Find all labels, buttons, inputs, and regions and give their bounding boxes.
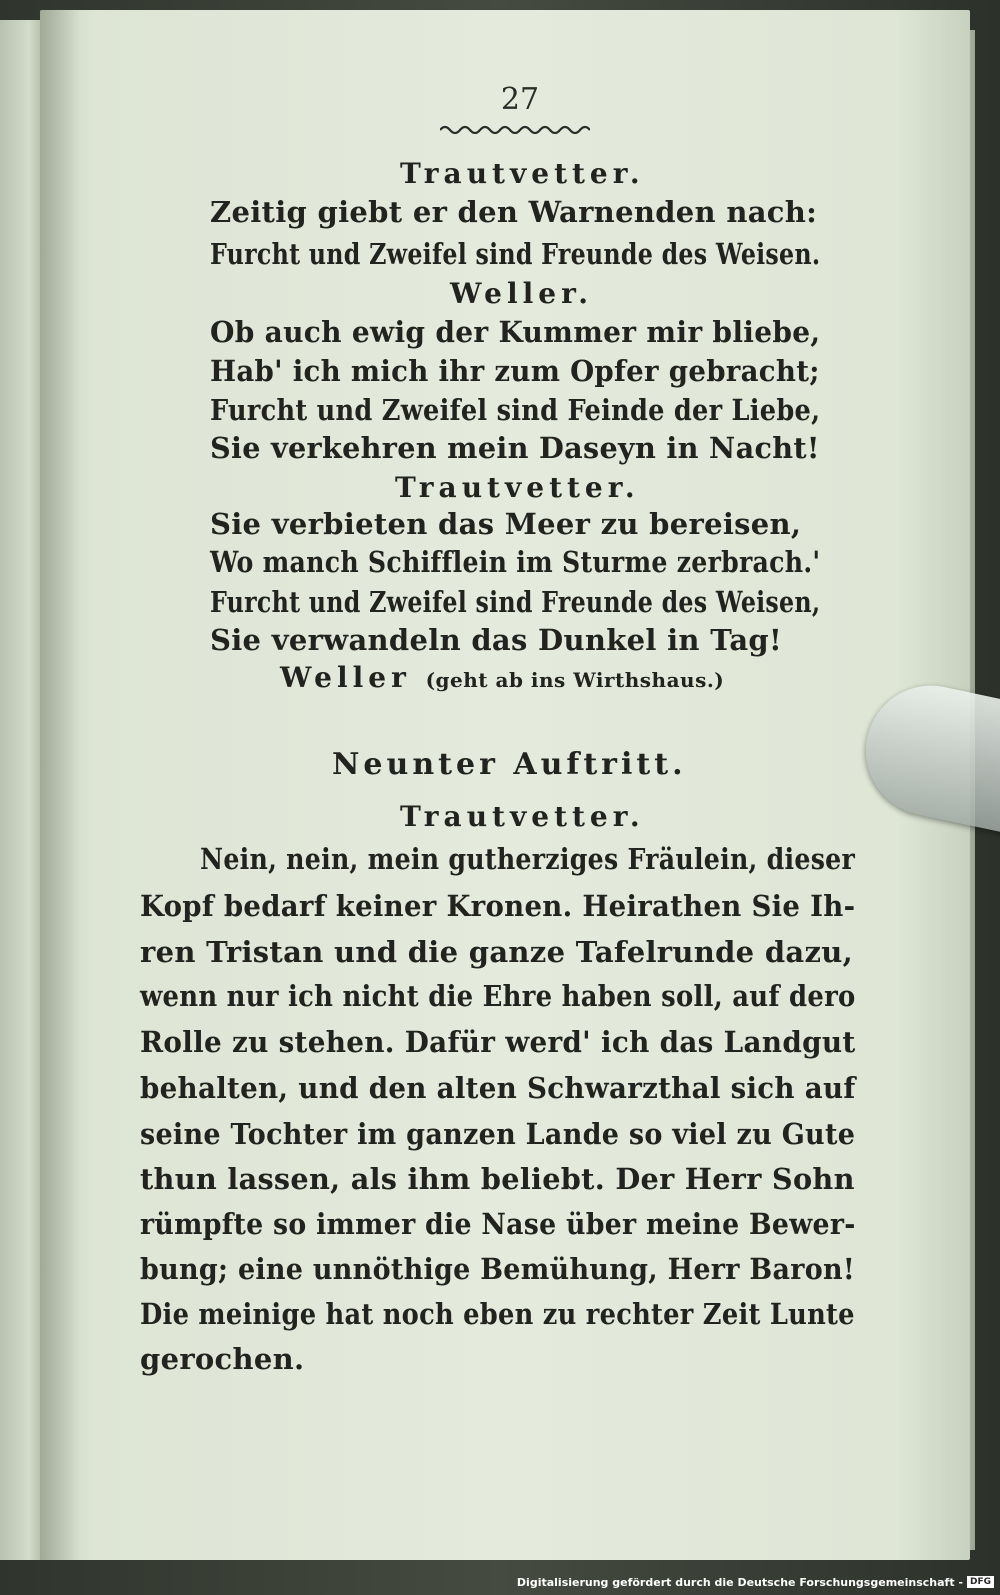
prose-line: rümpfte so immer die Nase über meine Bewer- (140, 1207, 856, 1241)
scene-heading: Neunter Auftritt. (332, 747, 687, 782)
verse-line: Sie verbieten das Meer zu bereisen, (210, 507, 802, 541)
verse-line: Zeitig giebt er den Warnenden nach: (210, 195, 818, 229)
prose-line: Kopf bedarf keiner Kronen. Heirathen Sie Ih- (140, 889, 856, 923)
prose-line: wenn nur ich nicht die Ehre haben soll, auf dero (140, 979, 856, 1013)
stage-direction: (geht ab ins Wirthshaus.) (425, 668, 725, 692)
page-number: 27 (500, 82, 540, 117)
prose-line: Die meinige hat noch eben zu rechter Zeit Lunte (140, 1297, 855, 1331)
prose-line: Nein, nein, mein gutherziges Fräulein, dieser (200, 842, 856, 876)
prose-line: Rolle zu stehen. Dafür werd' ich das Landgut (140, 1025, 856, 1059)
speaker-name: Trautvetter. (400, 800, 645, 833)
verse-line: Furcht und Zweifel sind Freunde des Weisen, (210, 585, 821, 619)
verse-line: Hab' ich mich ihr zum Opfer gebracht; (210, 354, 820, 388)
verse-line: Sie verwandeln das Dunkel in Tag! (210, 623, 783, 657)
verse-line: Furcht und Zweifel sind Feinde der Liebe, (210, 393, 821, 427)
prose-line: gerochen. (140, 1342, 305, 1376)
verse-line: Sie verkehren mein Daseyn in Nacht! (210, 431, 820, 465)
speaker-name: Weller. (450, 277, 593, 310)
prose-line: seine Tochter im ganzen Lande so viel zu Gute (140, 1117, 856, 1151)
prose-line: thun lassen, als ihm beliebt. Der Herr Sohn (140, 1162, 855, 1196)
footer-text: Digitalisierung gefördert durch die Deutsche Forschungsgemeinschaft - (516, 1575, 963, 1589)
speaker-name: Trautvetter. (400, 157, 645, 190)
verse-line: Ob auch ewig der Kummer mir bliebe, (210, 315, 821, 349)
footer-credit (517, 1573, 994, 1591)
prose-line: behalten, und den alten Schwarzthal sich auf (140, 1071, 856, 1105)
speaker-name (280, 661, 725, 694)
prose-line: ren Tristan und die ganze Tafelrunde dazu, (140, 935, 854, 969)
prose-line: bung; eine unnöthige Bemühung, Herr Baron! (140, 1252, 856, 1286)
verse-line: Furcht und Zweifel sind Freunde des Weisen. (210, 237, 821, 271)
speaker-name: Trautvetter. (395, 471, 640, 504)
speaker-exit-name: Weller (280, 661, 411, 694)
dfg-logo: DFG (967, 1576, 994, 1588)
verse-line: Wo manch Schifflein im Sturme zerbrach.' (210, 545, 821, 579)
